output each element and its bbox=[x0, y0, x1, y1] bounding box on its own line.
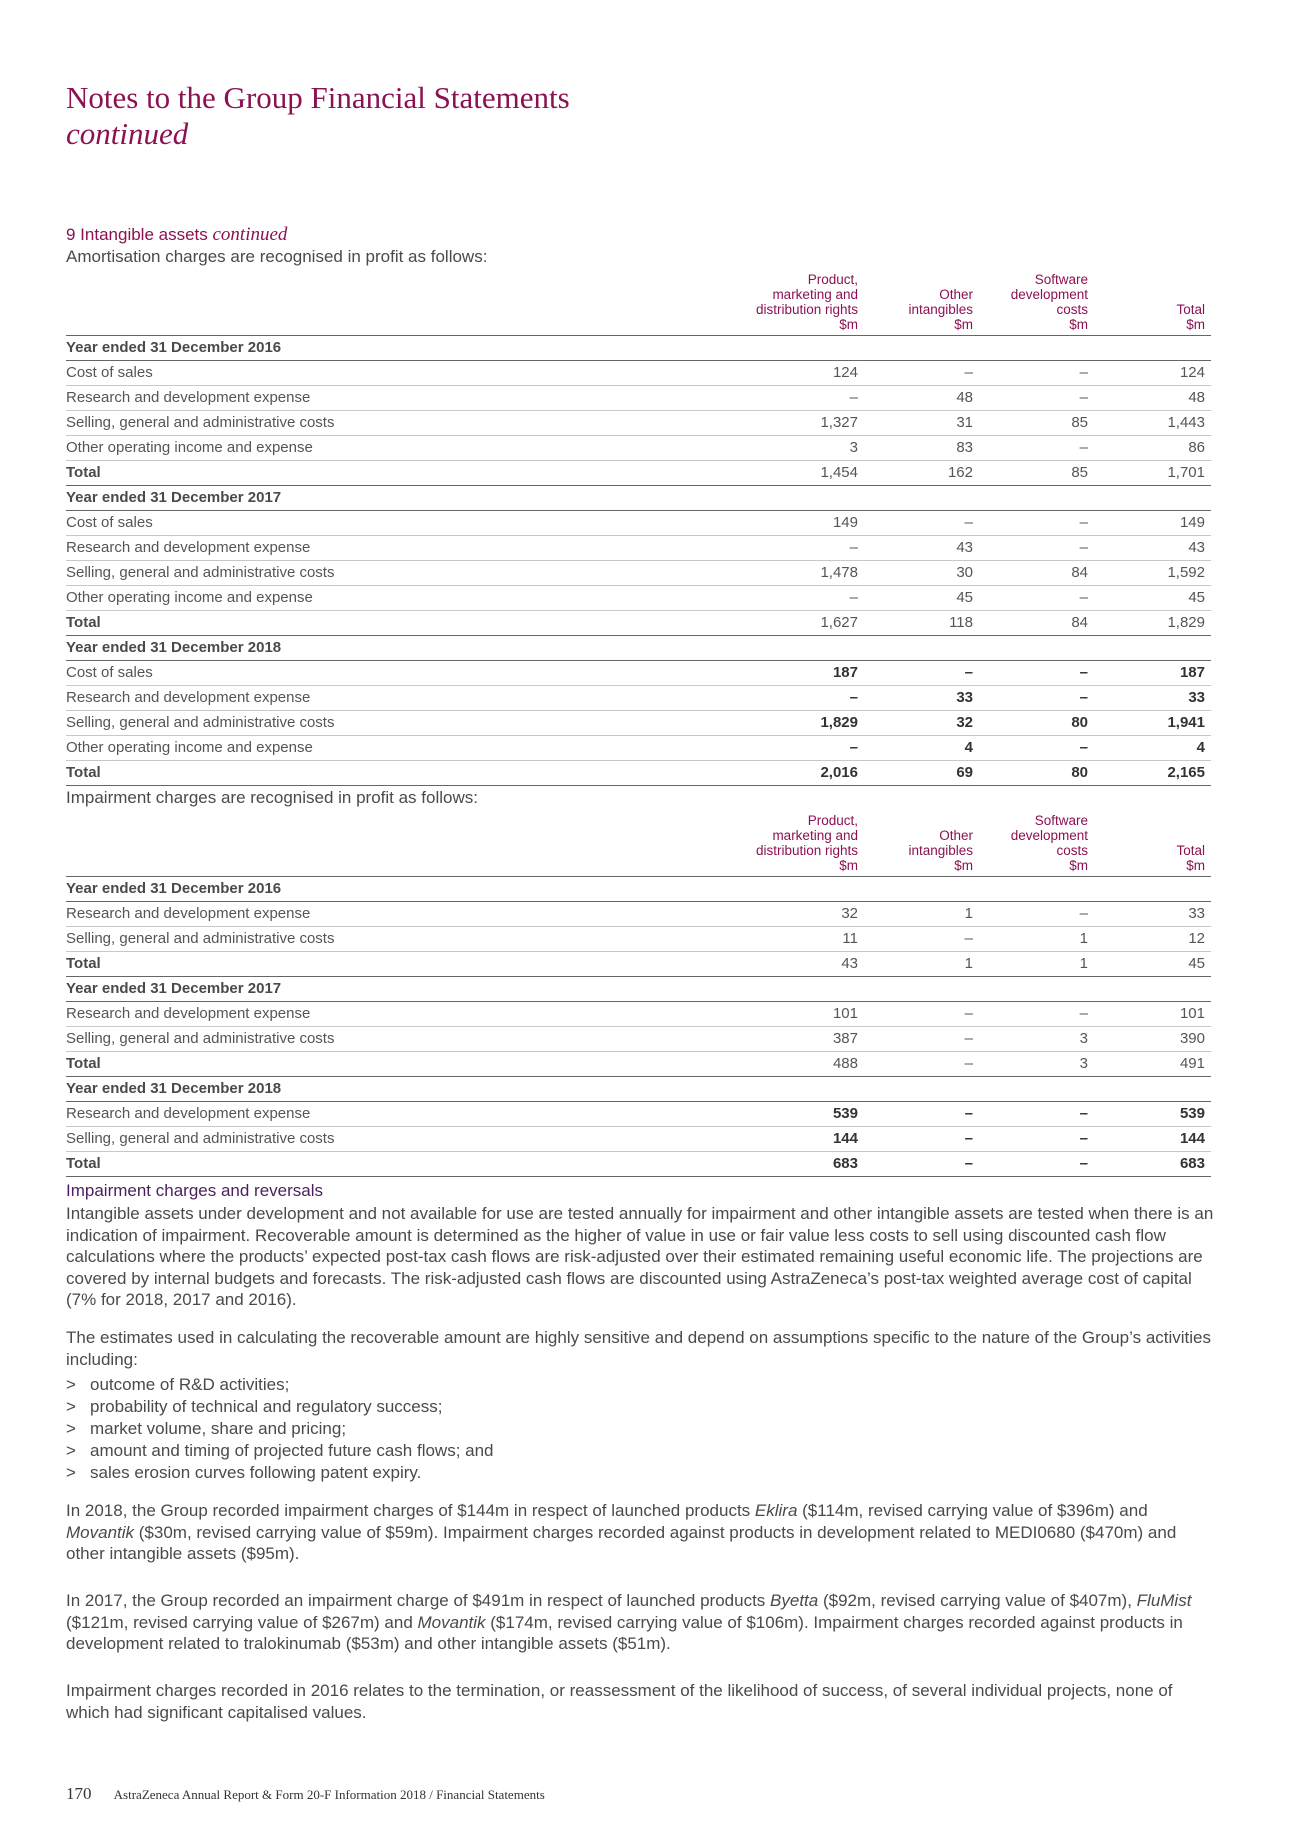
total-row bbox=[66, 1052, 1211, 1077]
column-header: Software development costs $m bbox=[979, 272, 1094, 336]
cell-value: 86 bbox=[1094, 436, 1211, 461]
row-label: Other operating income and expense bbox=[66, 586, 596, 611]
table-row bbox=[66, 711, 1211, 736]
total-row bbox=[66, 611, 1211, 636]
cell-value: – bbox=[864, 1002, 979, 1027]
cell-value: – bbox=[979, 361, 1094, 386]
cell-value: 1,829 bbox=[596, 711, 864, 736]
cell-value: 1 bbox=[979, 952, 1094, 977]
year-header-row bbox=[66, 977, 1211, 1002]
cell-value bbox=[1094, 1077, 1211, 1102]
cell-value: – bbox=[979, 511, 1094, 536]
cell-value: 30 bbox=[864, 561, 979, 586]
cell-value: 84 bbox=[979, 611, 1094, 636]
section-heading bbox=[66, 224, 287, 246]
column-header: Other intangibles $m bbox=[864, 813, 979, 877]
cell-value bbox=[1094, 977, 1211, 1002]
cell-value: 1,478 bbox=[596, 561, 864, 586]
cell-value bbox=[596, 636, 864, 661]
cell-value: 43 bbox=[864, 536, 979, 561]
cell-value: 2,016 bbox=[596, 761, 864, 786]
cell-value: 2,165 bbox=[1094, 761, 1211, 786]
year-header-row bbox=[66, 336, 1211, 361]
cell-value bbox=[864, 1077, 979, 1102]
cell-value: – bbox=[979, 902, 1094, 927]
paragraph-3 bbox=[66, 1500, 1216, 1565]
year-header-row bbox=[66, 1077, 1211, 1102]
footer-text: AstraZeneca Annual Report & Form 20-F Information 2018 / Financial Statements bbox=[113, 1787, 545, 1802]
cell-value: 683 bbox=[1094, 1152, 1211, 1177]
row-label: Year ended 31 December 2016 bbox=[66, 877, 596, 902]
cell-value bbox=[596, 1077, 864, 1102]
row-label: Research and development expense bbox=[66, 686, 596, 711]
year-header-row bbox=[66, 877, 1211, 902]
cell-value: 101 bbox=[1094, 1002, 1211, 1027]
bullet-marker: > bbox=[66, 1441, 76, 1460]
table-row bbox=[66, 686, 1211, 711]
list-item-text: amount and timing of projected future cash flows; and bbox=[90, 1441, 494, 1460]
total-row bbox=[66, 1152, 1211, 1177]
cell-value: 33 bbox=[1094, 686, 1211, 711]
row-label: Total bbox=[66, 1052, 596, 1077]
cell-value: 1 bbox=[864, 952, 979, 977]
p4-text-a: In 2017, the Group recorded an impairment charge of $491m in respect of launched products bbox=[66, 1591, 771, 1610]
list-item-text: outcome of R&D activities; bbox=[90, 1375, 290, 1394]
section-heading-text: 9 Intangible assets bbox=[66, 225, 208, 244]
cell-value bbox=[979, 1077, 1094, 1102]
p3-product-movantik: Movantik bbox=[66, 1522, 135, 1542]
cell-value: – bbox=[864, 361, 979, 386]
p3-product-eklira: Eklira bbox=[754, 1501, 798, 1520]
table-header-row bbox=[66, 813, 1211, 877]
table-row bbox=[66, 411, 1211, 436]
cell-value bbox=[864, 877, 979, 902]
cell-value: 390 bbox=[1094, 1027, 1211, 1052]
paragraph-4 bbox=[66, 1590, 1216, 1655]
list-item bbox=[66, 1440, 1216, 1462]
impairment-table bbox=[66, 813, 1211, 1177]
row-label: Research and development expense bbox=[66, 902, 596, 927]
column-header-label bbox=[66, 272, 596, 336]
paragraph-1: Intangible assets under development and not available for use are tested annually for impairment and other intangible assets are tested when there is an indication of impairment. Recoverable amount is determined as the higher of value in use or fair value less costs to sell using discounted cash flow calculations where the products’ expected post-tax cash flows are risk-adjusted over their estimated remaining useful economic life. The projections are covered by internal budgets and forecasts. The risk-adjusted cash flows are discounted using AstraZeneca’s post-tax weighted average cost of capital (7% for 2018, 2017 and 2016). bbox=[66, 1204, 1214, 1309]
cell-value: 33 bbox=[1094, 902, 1211, 927]
table-row bbox=[66, 902, 1211, 927]
row-label: Total bbox=[66, 461, 596, 486]
cell-value: – bbox=[596, 736, 864, 761]
row-label: Selling, general and administrative costs bbox=[66, 711, 596, 736]
row-label: Other operating income and expense bbox=[66, 436, 596, 461]
cell-value: 1,829 bbox=[1094, 611, 1211, 636]
cell-value: 48 bbox=[1094, 386, 1211, 411]
p4-product-flumist: FluMist bbox=[1136, 1591, 1192, 1610]
page-title: Notes to the Group Financial Statements bbox=[66, 80, 570, 115]
list-item bbox=[66, 1418, 1216, 1440]
table-row bbox=[66, 661, 1211, 686]
table-row bbox=[66, 436, 1211, 461]
page-subtitle: continued bbox=[66, 116, 189, 151]
column-header: Software development costs $m bbox=[979, 813, 1094, 877]
row-label: Cost of sales bbox=[66, 661, 596, 686]
row-label: Cost of sales bbox=[66, 511, 596, 536]
cell-value: 84 bbox=[979, 561, 1094, 586]
column-header: Total $m bbox=[1094, 813, 1211, 877]
cell-value: 3 bbox=[979, 1027, 1094, 1052]
table-row bbox=[66, 1002, 1211, 1027]
table-row bbox=[66, 1027, 1211, 1052]
total-row bbox=[66, 461, 1211, 486]
cell-value bbox=[1094, 877, 1211, 902]
cell-value: 1,701 bbox=[1094, 461, 1211, 486]
cell-value: 4 bbox=[864, 736, 979, 761]
row-label: Total bbox=[66, 761, 596, 786]
table-header-row bbox=[66, 272, 1211, 336]
cell-value: 101 bbox=[596, 1002, 864, 1027]
cell-value bbox=[979, 336, 1094, 361]
list-item-text: sales erosion curves following patent expiry. bbox=[90, 1463, 422, 1482]
cell-value: 387 bbox=[596, 1027, 864, 1052]
table-row bbox=[66, 1102, 1211, 1127]
cell-value: 31 bbox=[864, 411, 979, 436]
cell-value: 1,592 bbox=[1094, 561, 1211, 586]
row-label: Total bbox=[66, 1152, 596, 1177]
cell-value: – bbox=[979, 1152, 1094, 1177]
row-label: Total bbox=[66, 611, 596, 636]
cell-value: – bbox=[596, 686, 864, 711]
bullet-marker: > bbox=[66, 1375, 76, 1394]
cell-value bbox=[1094, 636, 1211, 661]
cell-value: – bbox=[864, 511, 979, 536]
p3-text-a: In 2018, the Group recorded impairment charges of $144m in respect of launched products bbox=[66, 1501, 755, 1520]
row-label: Selling, general and administrative costs bbox=[66, 561, 596, 586]
cell-value bbox=[864, 486, 979, 511]
table-row bbox=[66, 736, 1211, 761]
cell-value bbox=[596, 336, 864, 361]
p4-product-byetta: Byetta bbox=[770, 1591, 819, 1610]
cell-value: 124 bbox=[1094, 361, 1211, 386]
total-row bbox=[66, 761, 1211, 786]
p4-text-c: ($92m, revised carrying value of $407m), bbox=[818, 1591, 1137, 1610]
cell-value: 1,454 bbox=[596, 461, 864, 486]
row-label: Research and development expense bbox=[66, 386, 596, 411]
cell-value: 149 bbox=[1094, 511, 1211, 536]
list-item bbox=[66, 1396, 1216, 1418]
cell-value: 3 bbox=[979, 1052, 1094, 1077]
cell-value: – bbox=[979, 1002, 1094, 1027]
cell-value: 124 bbox=[596, 361, 864, 386]
list-item bbox=[66, 1462, 1216, 1484]
row-label: Year ended 31 December 2018 bbox=[66, 636, 596, 661]
cell-value: – bbox=[979, 386, 1094, 411]
table-row bbox=[66, 361, 1211, 386]
cell-value: – bbox=[979, 661, 1094, 686]
row-label: Year ended 31 December 2017 bbox=[66, 977, 596, 1002]
cell-value bbox=[596, 877, 864, 902]
cell-value: 12 bbox=[1094, 927, 1211, 952]
cell-value bbox=[864, 977, 979, 1002]
row-label: Year ended 31 December 2017 bbox=[66, 486, 596, 511]
page-number: 170 bbox=[66, 1784, 92, 1803]
list-item bbox=[66, 1374, 1216, 1396]
cell-value: 45 bbox=[1094, 586, 1211, 611]
column-header: Total $m bbox=[1094, 272, 1211, 336]
table-row bbox=[66, 586, 1211, 611]
bullet-marker: > bbox=[66, 1463, 76, 1482]
table-row bbox=[66, 536, 1211, 561]
cell-value bbox=[864, 336, 979, 361]
page-footer bbox=[66, 1784, 545, 1804]
cell-value: 4 bbox=[1094, 736, 1211, 761]
table-row bbox=[66, 511, 1211, 536]
cell-value: 3 bbox=[596, 436, 864, 461]
cell-value bbox=[596, 486, 864, 511]
cell-value: – bbox=[864, 661, 979, 686]
cell-value: – bbox=[979, 586, 1094, 611]
cell-value bbox=[864, 636, 979, 661]
cell-value bbox=[1094, 336, 1211, 361]
cell-value: 1,327 bbox=[596, 411, 864, 436]
cell-value: – bbox=[979, 436, 1094, 461]
cell-value: – bbox=[864, 1152, 979, 1177]
row-label: Selling, general and administrative costs bbox=[66, 927, 596, 952]
cell-value bbox=[596, 977, 864, 1002]
cell-value: 45 bbox=[1094, 952, 1211, 977]
cell-value: 83 bbox=[864, 436, 979, 461]
table-row bbox=[66, 1127, 1211, 1152]
bullet-marker: > bbox=[66, 1397, 76, 1416]
cell-value: – bbox=[864, 1102, 979, 1127]
cell-value: 1 bbox=[864, 902, 979, 927]
cell-value: 539 bbox=[596, 1102, 864, 1127]
cell-value: – bbox=[979, 1102, 1094, 1127]
section-heading-continued: continued bbox=[212, 224, 288, 245]
row-label: Cost of sales bbox=[66, 361, 596, 386]
cell-value: 1,941 bbox=[1094, 711, 1211, 736]
row-label: Selling, general and administrative costs bbox=[66, 411, 596, 436]
row-label: Year ended 31 December 2018 bbox=[66, 1077, 596, 1102]
cell-value: 43 bbox=[1094, 536, 1211, 561]
cell-value: 683 bbox=[596, 1152, 864, 1177]
table-row bbox=[66, 386, 1211, 411]
p3-text-c: ($114m, revised carrying value of $396m) and bbox=[797, 1501, 1148, 1520]
cell-value: 488 bbox=[596, 1052, 864, 1077]
column-header-label bbox=[66, 813, 596, 877]
p3-text-e: ($30m, revised carrying value of $59m). Impairment charges recorded against products in development related to MEDI0680 ($470m) and other intangible assets ($95m). bbox=[66, 1522, 1177, 1563]
cell-value bbox=[979, 977, 1094, 1002]
cell-value: 187 bbox=[1094, 661, 1211, 686]
cell-value: 144 bbox=[1094, 1127, 1211, 1152]
column-header: Product, marketing and distribution rights $m bbox=[596, 272, 864, 336]
impairment-reversals-heading: Impairment charges and reversals bbox=[66, 1181, 324, 1200]
cell-value bbox=[1094, 486, 1211, 511]
cell-value: 85 bbox=[979, 461, 1094, 486]
cell-value: – bbox=[596, 536, 864, 561]
cell-value: 11 bbox=[596, 927, 864, 952]
cell-value: 491 bbox=[1094, 1052, 1211, 1077]
table-row bbox=[66, 927, 1211, 952]
total-row bbox=[66, 952, 1211, 977]
cell-value: – bbox=[979, 536, 1094, 561]
cell-value: – bbox=[864, 1027, 979, 1052]
cell-value: 80 bbox=[979, 761, 1094, 786]
cell-value: 118 bbox=[864, 611, 979, 636]
cell-value: 43 bbox=[596, 952, 864, 977]
cell-value: 80 bbox=[979, 711, 1094, 736]
cell-value bbox=[979, 486, 1094, 511]
cell-value: 1,443 bbox=[1094, 411, 1211, 436]
p4-product-movantik: Movantik bbox=[417, 1612, 486, 1632]
row-label: Other operating income and expense bbox=[66, 736, 596, 761]
list-item-text: probability of technical and regulatory success; bbox=[90, 1397, 443, 1416]
assumptions-list bbox=[66, 1374, 1216, 1484]
p4-text-e: ($121m, revised carrying value of $267m) and bbox=[66, 1612, 418, 1632]
year-header-row bbox=[66, 486, 1211, 511]
cell-value: – bbox=[596, 386, 864, 411]
cell-value: 1 bbox=[979, 927, 1094, 952]
row-label: Total bbox=[66, 952, 596, 977]
cell-value: 48 bbox=[864, 386, 979, 411]
cell-value: – bbox=[596, 586, 864, 611]
year-header-row bbox=[66, 636, 1211, 661]
cell-value: 1,627 bbox=[596, 611, 864, 636]
row-label: Year ended 31 December 2016 bbox=[66, 336, 596, 361]
cell-value: 187 bbox=[596, 661, 864, 686]
paragraph-5: Impairment charges recorded in 2016 relates to the termination, or reassessment of the likelihood of success, of several individual projects, none of which had significant capitalised values. bbox=[66, 1681, 1173, 1722]
amortisation-intro: Amortisation charges are recognised in profit as follows: bbox=[66, 247, 488, 266]
cell-value: 149 bbox=[596, 511, 864, 536]
cell-value: 69 bbox=[864, 761, 979, 786]
cell-value: – bbox=[979, 1127, 1094, 1152]
column-header: Other intangibles $m bbox=[864, 272, 979, 336]
cell-value: – bbox=[864, 1127, 979, 1152]
cell-value: 85 bbox=[979, 411, 1094, 436]
cell-value: – bbox=[864, 927, 979, 952]
column-header: Product, marketing and distribution rights $m bbox=[596, 813, 864, 877]
cell-value: 45 bbox=[864, 586, 979, 611]
cell-value: – bbox=[979, 736, 1094, 761]
row-label: Research and development expense bbox=[66, 1002, 596, 1027]
cell-value bbox=[979, 636, 1094, 661]
row-label: Selling, general and administrative costs bbox=[66, 1127, 596, 1152]
cell-value: 32 bbox=[864, 711, 979, 736]
table-row bbox=[66, 561, 1211, 586]
cell-value: – bbox=[979, 686, 1094, 711]
cell-value: 32 bbox=[596, 902, 864, 927]
cell-value bbox=[979, 877, 1094, 902]
list-item-text: market volume, share and pricing; bbox=[90, 1419, 347, 1438]
p4-text-g: ($174m, revised carrying value of $106m). Impairment charges recorded against products in development related to tralokinumab ($53m) and other intangible assets ($51m). bbox=[66, 1612, 1183, 1653]
cell-value: – bbox=[864, 1052, 979, 1077]
row-label: Selling, general and administrative costs bbox=[66, 1027, 596, 1052]
amortisation-table bbox=[66, 272, 1211, 786]
cell-value: 144 bbox=[596, 1127, 864, 1152]
paragraph-2: The estimates used in calculating the recoverable amount are highly sensitive and depend on assumptions specific to the nature of the Group’s activities including: bbox=[66, 1328, 1212, 1369]
cell-value: 539 bbox=[1094, 1102, 1211, 1127]
cell-value: 33 bbox=[864, 686, 979, 711]
row-label: Research and development expense bbox=[66, 1102, 596, 1127]
row-label: Research and development expense bbox=[66, 536, 596, 561]
impairment-intro: Impairment charges are recognised in profit as follows: bbox=[66, 788, 478, 807]
cell-value: 162 bbox=[864, 461, 979, 486]
bullet-marker: > bbox=[66, 1419, 76, 1438]
